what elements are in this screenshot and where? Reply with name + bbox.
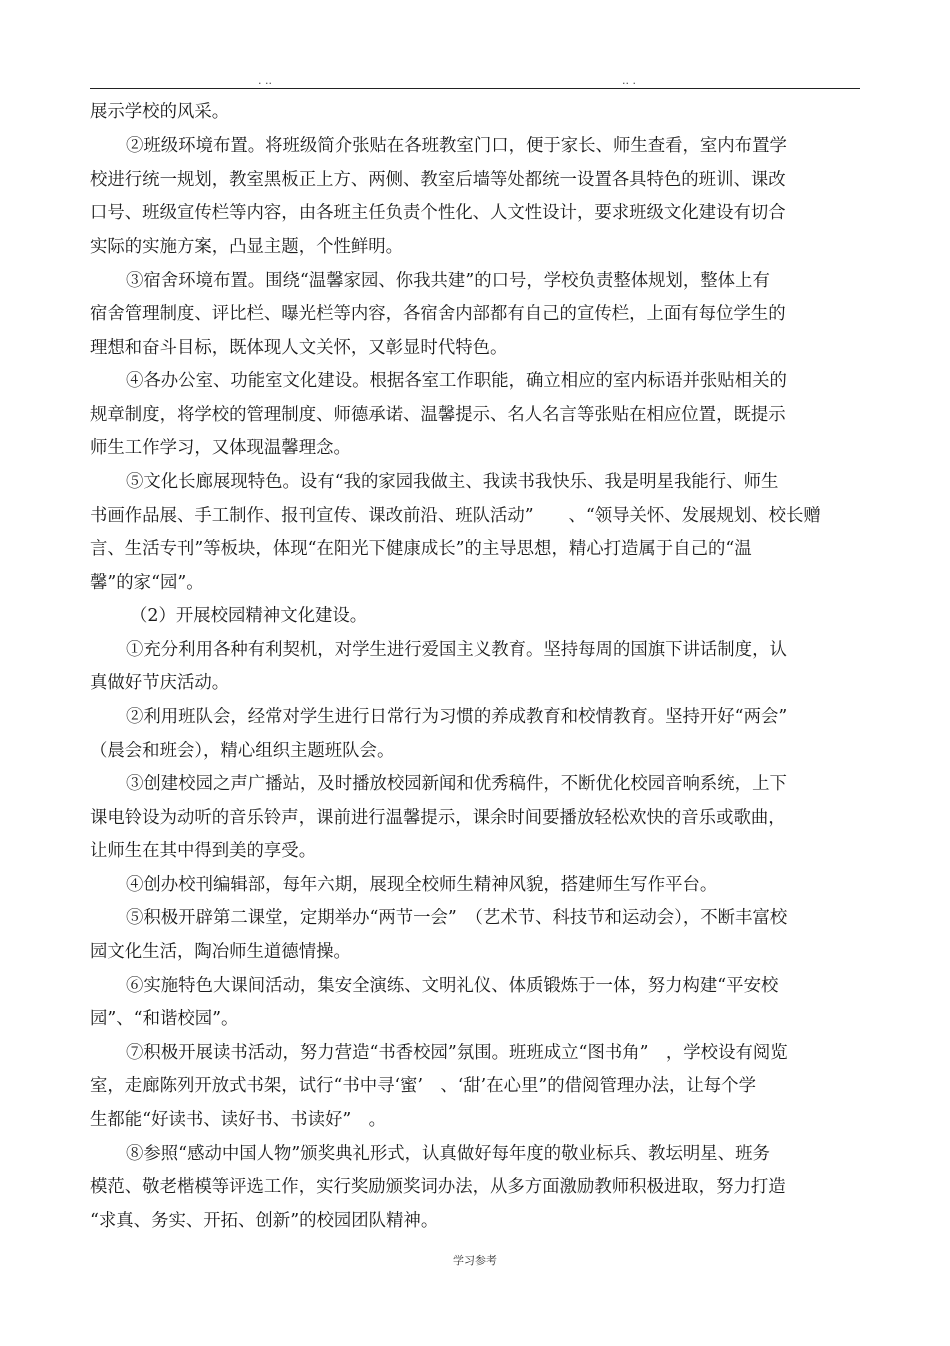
text-line: ⑤文化长廊展现特色。设有“我的家园我做主、我读书我快乐、我是明星我能行、师生 (126, 472, 779, 492)
text-line: 园”、“和谐校园”。 (90, 1009, 239, 1029)
header-dots-right: .. . (622, 74, 636, 87)
text-line: “求真、务实、开拓、创新”的校园团队精神。 (90, 1211, 439, 1231)
text-line: ⑧参照“感动中国人物”颁奖典礼形式，认真做好每年度的敬业标兵、教坛明星、班务 (126, 1144, 770, 1164)
text-line: 真做好节庆活动。 (90, 673, 230, 693)
text-line: 校进行统一规划，教室黑板正上方、两侧、教室后墙等处都统一设置各具特色的班训、课改 (90, 170, 786, 190)
text-line: 展示学校的风采。 (90, 102, 230, 122)
text-line: 馨”的家“园”。 (90, 573, 204, 593)
header-rule (90, 88, 860, 89)
text-line: 口号、班级宣传栏等内容，由各班主任负责个性化、人文性设计，要求班级文化建设有切合 (90, 203, 786, 223)
text-line: ⑥实施特色大课间活动，集安全演练、文明礼仪、体质锻炼于一体，努力构建“平安校 (126, 976, 779, 996)
text-line: 规章制度，将学校的管理制度、师德承诺、温馨提示、名人名言等张贴在相应位置，既提示 (90, 405, 786, 425)
text-line: ③宿舍环境布置。围绕“温馨家园、你我共建”的口号，学校负责整体规划，整体上有 (126, 271, 770, 291)
text-line: ③创建校园之声广播站，及时播放校园新闻和优秀稿件，不断优化校园音响系统，上下 (126, 774, 787, 794)
text-line: 书画作品展、手工制作、报刊宣传、课改前沿、班队活动” 、“领导关怀、发展规划、校长赠 (90, 506, 821, 526)
text-line: 实际的实施方案，凸显主题，个性鲜明。 (90, 237, 404, 257)
text-line: 课电铃设为动听的音乐铃声，课前进行温馨提示，课余时间要播放轻松欢快的音乐或歌曲， (90, 808, 786, 828)
text-line: （晨会和班会），精心组织主题班队会。 (90, 741, 395, 761)
text-line: 园文化生活，陶冶师生道德情操。 (90, 942, 351, 962)
text-line: 室，走廊陈列开放式书架，试行“书中寻‘蜜’ 、‘甜’在心里”的借阅管理办法，让每个学 (90, 1076, 756, 1096)
text-line: 让师生在其中得到美的享受。 (90, 841, 317, 861)
text-line: 理想和奋斗目标，既体现人文关怀，又彰显时代特色。 (90, 338, 508, 358)
page-footer: 学习参考 (453, 1254, 497, 1267)
text-line: ④各办公室、功能室文化建设。根据各室工作职能，确立相应的室内标语并张贴相关的 (126, 371, 787, 391)
text-line: ④创办校刊编辑部，每年六期，展现全校师生精神风貌，搭建师生写作平台。 (126, 875, 718, 895)
text-line: 模范、敬老楷模等评选工作，实行奖励颁奖词办法，从多方面激励教师积极进取，努力打造 (90, 1177, 786, 1197)
text-line: ⑦积极开展读书活动，努力营造“书香校园”氛围。班班成立“图书角” ，学校设有阅览 (126, 1043, 788, 1063)
text-line: 言、生活专刊”等板块，体现“在阳光下健康成长”的主导思想，精心打造属于自己的“温 (90, 539, 752, 559)
text-line: 生都能“好读书、读好书、书读好” 。 (90, 1110, 387, 1130)
text-line: ②利用班队会，经常对学生进行日常行为习惯的养成教育和校情教育。坚持开好“两会” (126, 707, 788, 727)
text-line: 师生工作学习，又体现温馨理念。 (90, 438, 351, 458)
text-line: ⑤积极开辟第二课堂，定期举办“两节一会” （艺术节、科技节和运动会），不断丰富校 (126, 908, 788, 928)
text-line: ②班级环境布置。将班级简介张贴在各班教室门口，便于家长、师生查看，室内布置学 (126, 136, 787, 156)
text-line: 宿舍管理制度、评比栏、曝光栏等内容，各宿舍内部都有自己的宣传栏，上面有每位学生的 (90, 304, 786, 324)
header-dots-left: . .. (258, 74, 272, 87)
text-line: ①充分利用各种有利契机，对学生进行爱国主义教育。坚持每周的国旗下讲话制度，认 (126, 640, 787, 660)
section-heading: （2）开展校园精神文化建设。 (130, 606, 368, 626)
